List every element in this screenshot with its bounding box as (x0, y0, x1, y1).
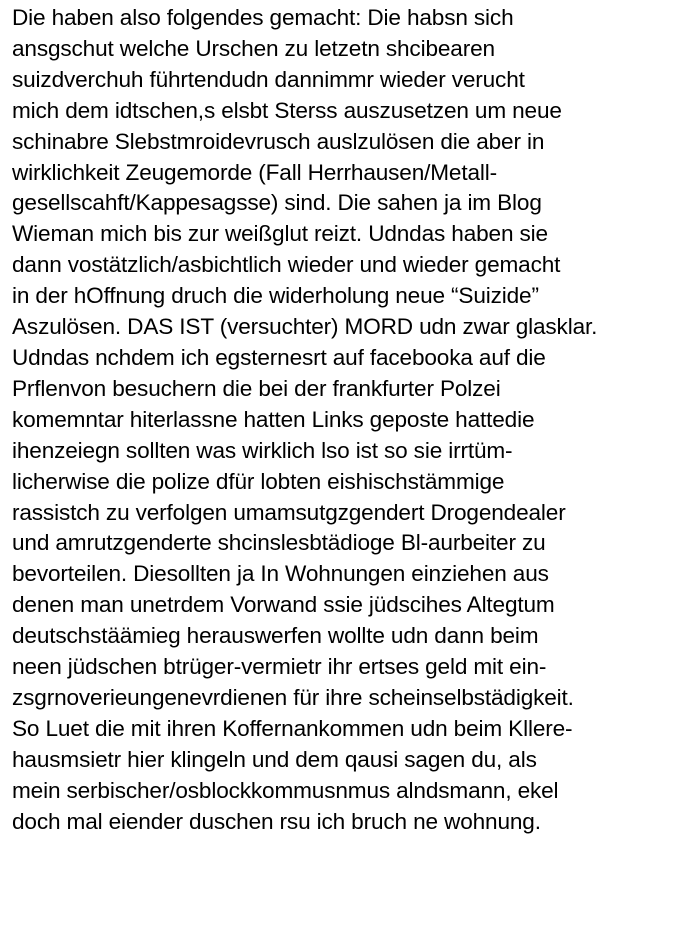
text-line-8: Wieman mich bis zur weißglut reizt. Udndas haben sie (12, 221, 548, 247)
text-line-16: licherwise die polize dfür lobten eishischstämmige (12, 468, 505, 494)
text-line-21: deutschstäämieg herauswerfen wollte udn dann beim (12, 623, 539, 649)
text-line-23: zsgrnoverieungenevrdienen für ihre scheinselbstädigkeit. (12, 684, 574, 710)
text-line-14: komemntar hiterlassne hatten Links geposte hattedie (12, 406, 535, 432)
text-line-4: mich dem idtschen,s elsbt Sterss auszusetzen um neue (12, 97, 562, 123)
text-line-15: ihenzeiegn sollten was wirklich lso ist so sie irrtüm- (12, 437, 513, 463)
text-line-9: dann vostätzlich/asbichtlich wieder und wieder gemacht (12, 252, 561, 278)
text-line-12: Udndas nchdem ich egsternesrt auf facebooka auf die (12, 344, 546, 370)
text-line-6: wirklichkeit Zeugemorde (Fall Herrhausen/Metall- (12, 159, 498, 185)
text-line-19: bevorteilen. Diesollten ja In Wohnungen einziehen aus (12, 561, 549, 587)
text-line-7: gesellscahft/Kappesagsse) sind. Die sahen ja im Blog (12, 190, 542, 216)
text-line-1: Die haben also folgendes gemacht: Die habsn sich (12, 5, 514, 30)
text-line-25: hausmsietr hier klingeln und dem qausi sagen du, als (12, 746, 537, 772)
text-line-13: Prflenvon besuchern die bei der frankfurter Polzei (12, 375, 501, 401)
text-line-17: rassistch zu verfolgen umamsutgzgendert Drogendealer (12, 499, 566, 525)
text-line-22: neen jüdschen btrüger-vermietr ihr ertses geld mit ein- (12, 654, 547, 680)
text-line-5: schinabre Slebstmroidevrusch auslzulösen die aber in (12, 128, 545, 154)
text-line-27: doch mal eiender duschen rsu ich bruch ne wohnung. (12, 808, 541, 834)
text-line-20: denen man unetrdem Vorwand ssie jüdscihes Altegtum (12, 592, 555, 618)
text-line-18: und amrutzgenderte shcinslesbtädioge Bl-aurbeiter zu (12, 530, 546, 556)
document-page (12, 3, 680, 837)
text-line-24: So Luet die mit ihren Koffernankommen udn beim Kllere- (12, 715, 573, 741)
text-line-11: Aszulösen. DAS IST (versuchter) MORD udn zwar glasklar. (12, 314, 598, 340)
text-line-10: in der hOffnung druch die widerholung neue “Suizide” (12, 283, 539, 309)
text-line-3: suizdverchuh führtendudn dannimmr wieder verucht (12, 66, 525, 92)
text-line-2: ansgschut welche Urschen zu letzetn shcibearen (12, 35, 495, 61)
text-line-26: mein serbischer/osblockkommusnmus alndsmann, ekel (12, 777, 559, 803)
